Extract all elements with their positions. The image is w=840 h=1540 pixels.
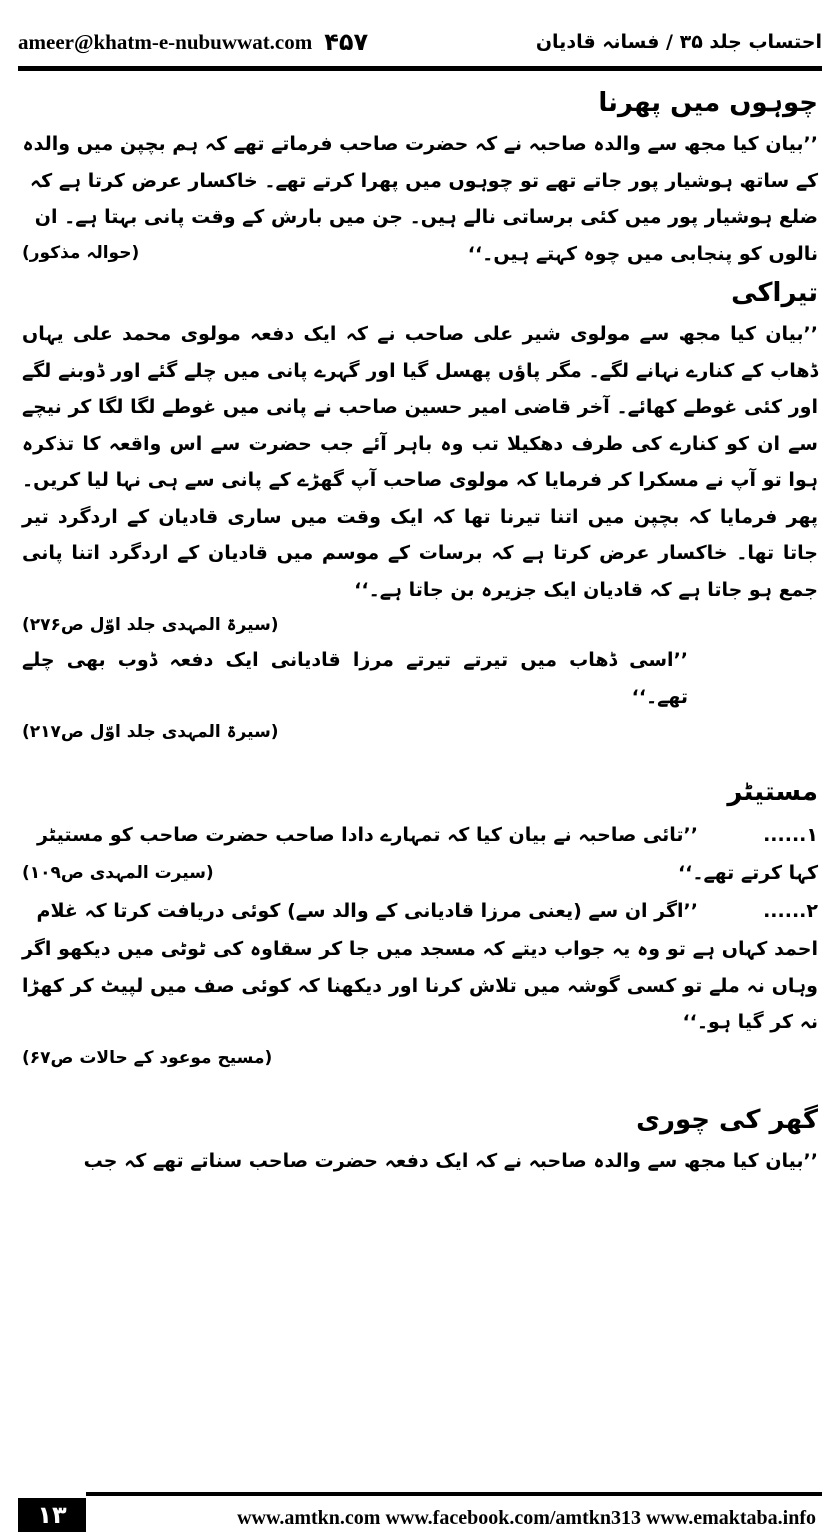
section-paragraph: ’’بیان کیا مجھ سے والدہ صاحبہ نے کہ ایک دفعہ حضرت صاحب سناتے تھے کہ جب [83, 1149, 818, 1172]
list-item-continuation: احمد کہاں ہے تو وہ یہ جواب دیتے کہ مسجد میں جا کر سقاوہ کی ٹوٹی میں دیکھو اگر وہاں نہ ملے تو کسی گوشہ میں تلاش کرنا اور دیکھنا کہ کوئی صف میں لپیٹ کر کھڑا نہ کر گیا ہو۔‘‘ [22, 938, 818, 1033]
list-item [22, 891, 818, 931]
list-item [22, 815, 818, 855]
section-quote: ’’اسی ڈھاب میں تیرتے تیرتے مرزا قادیانی ایک دفعہ ڈوب بھی چلے تھے۔‘‘ [22, 649, 688, 708]
page-body [22, 80, 818, 1179]
list-item-number: ۲...... [763, 900, 818, 922]
section-paragraph: ’’بیان کیا مجھ سے والدہ صاحبہ نے کہ حضرت صاحب فرماتے تھے کہ ہم بچپن میں والدہ کے ساتھ ہوشیار پور جاتے تھے تو چوہوں میں پھرا کرتے تھے۔ خاکسار عرض کرتا ہے کہ ضلع ہوشیار پور میں کئی برساتی نالے ہیں۔ جن میں بارش کے وقت پانی بہتا ہے۔ ان نالوں کو پنجابی میں چوہ کہتے ہیں۔‘‘ [22, 133, 818, 265]
page-header [18, 20, 822, 64]
section-heading: چوہوں میں پھرنا [598, 88, 818, 118]
footer-urls: www.amtkn.com www.facebook.com/amtkn313 www.emaktaba.info [237, 1507, 816, 1529]
footer-bar [86, 1492, 822, 1532]
list-item-text: کہا کرتے تھے۔‘‘ [677, 862, 818, 884]
list-item-text: ’’تائی صاحبہ نے بیان کیا کہ تمہارے دادا صاحب حضرت صاحب کو مستیٹر [37, 824, 698, 846]
section-paragraph: ’’بیان کیا مجھ سے مولوی شیر علی صاحب نے کہ ایک دفعہ مولوی محمد علی یہاں ڈھاب کے کنارے نہانے لگے۔ مگر پاؤں پھسل گیا اور گہرے پانی میں چلے گئے اور ڈوبنے لگے اور کئی غوطے کھائے۔ آخر قاضی امیر حسین صاحب نے پانی میں غوطے لگا لگا کر نیچے سے ان کو کنارے کی طرف دھکیلا تب وہ باہر آئے جب حضرت سے اس واقعہ کا تذکرہ ہوا تو آپ نے مسکرا کر فرمایا کہ مولوی صاحب آپ گھڑے کے پانی سے ہی نہا لیا کریں۔ پھر فرمایا کہ بچپن میں اتنا تیرنا تھا کہ ایک وقت میں ساری قادیان کے اردگرد تیر جاتا تھا۔ خاکسار عرض کرتا ہے کہ برسات کے موسم میں قادیان کے اردگرد اتنا پانی جمع ہو جاتا ہے کہ قادیان ایک جزیرہ بن جاتا ہے۔‘‘ [22, 323, 818, 601]
header-page-number: ۴۵۷ [324, 28, 369, 56]
section-citation: (سیرۃ المہدی جلد اوّل ص۲۷۶) [22, 615, 279, 635]
list-item-continuation [22, 855, 818, 891]
list-item-text: ’’اگر ان سے (یعنی مرزا قادیانی کے والد سے) کوئی دریافت کرتا کہ غلام [36, 900, 698, 922]
header-email: ameer@khatm-e-nubuwwat.com [18, 29, 313, 54]
section-citation: (مسیح موعود کے حالات ص۶۷) [22, 1047, 273, 1068]
header-book-title: احتساب جلد ۳۵ / فسانہ قادیان [535, 31, 822, 53]
section-citation: (سیرۃ المہدی جلد اوّل ص۲۱۷) [22, 722, 279, 742]
footer-rule [86, 1492, 822, 1496]
header-rule [18, 66, 822, 71]
footer-page-number: ۱۳ [18, 1498, 86, 1532]
section-heading: مستیٹر [727, 777, 818, 807]
section-heading: تیراکی [731, 278, 818, 308]
section-citation: (حوالہ مذکور) [22, 243, 140, 263]
page-footer [18, 1492, 822, 1532]
list-item-number: ۱...... [763, 824, 818, 846]
section-heading: گھر کی چوری [636, 1104, 818, 1135]
header-left [18, 28, 368, 56]
section-citation: (سیرت المہدی ص۱۰۹) [22, 863, 214, 883]
